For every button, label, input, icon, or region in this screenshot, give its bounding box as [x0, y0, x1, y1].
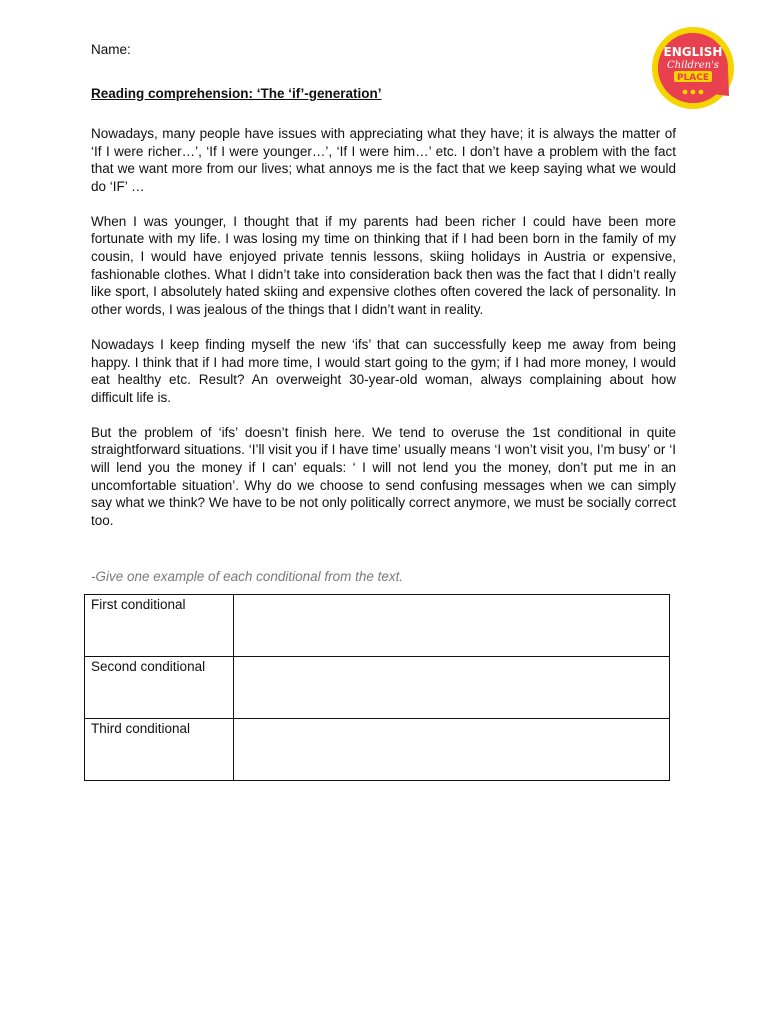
article-paragraph-4: But the problem of ‘ifs’ doesn’t finish here. We tend to overuse the 1st conditional in quite straightforward situations. ‘I’ll visit you if I have time’ usually means ‘I won’t visit you, I’m busy’ or ‘I will lend you the money if I can’ equals: ‘ I will not lend you the money, don’t put me in an uncomfortable situation’. Why do we choose to send confusing messages when we can simply say what we think? We have to be not only politically correct anymore, we must be socially correct too.	[91, 424, 677, 528]
table-row	[85, 657, 670, 719]
page-title: Reading comprehension: ‘The ‘if’-generation’	[91, 86, 382, 101]
exercise-instruction: -Give one example of each conditional from the text.	[91, 569, 404, 584]
logo-line-childrens: Children's	[667, 60, 719, 71]
name-label: Name:	[91, 42, 131, 57]
first-conditional-answer-cell[interactable]	[234, 595, 670, 657]
article-paragraph-2: When I was younger, I thought that if my parents had been richer I could have been more fortunate with my life. I was losing my time on thinking that if I had been born in the family of my cousin, I would have enjoyed private tennis lessons, skiing holidays in Austria or expensive, fashionable clothes. What I didn’t take into consideration back then was the fact that I didn’t really like sport, I absolutely hated skiing and expensive clothes often covered the lack of personality. In other words, I was jealous of the things that I didn’t want in reality.	[91, 213, 676, 317]
table-row	[85, 595, 670, 657]
logo-line-english: ENGLISH	[663, 45, 723, 59]
table-row	[85, 719, 670, 781]
third-conditional-label: Third conditional	[85, 719, 234, 781]
logo-dot-icon	[699, 90, 704, 95]
first-conditional-label: First conditional	[85, 595, 234, 657]
second-conditional-answer-cell[interactable]	[234, 657, 670, 719]
article-paragraph-3: Nowadays I keep finding myself the new ‘ifs’ that can successfully keep me away from being happy. I think that if I had more time, I would start going to the gym; if I had more money, I would eat healthy etc. Result? An overweight 30-year-old woman, always complaining about how difficult life is.	[91, 336, 676, 405]
second-conditional-label: Second conditional	[85, 657, 234, 719]
article-paragraph-1: Nowadays, many people have issues with appreciating what they have; it is always the matter of ‘If I were richer…’, ‘If I were younger…’, ‘If I were him…’ etc. I don’t have a problem with the fact that we want more from our lives; what annoys me is the fact that we keep saying what we would do ‘IF’ …	[91, 126, 676, 194]
logo-line-place: PLACE	[676, 73, 710, 83]
logo-dot-icon	[683, 90, 688, 95]
conditionals-table	[84, 594, 670, 781]
logo-dot-icon	[691, 90, 696, 95]
third-conditional-answer-cell[interactable]	[234, 719, 670, 781]
english-childrens-place-logo	[650, 26, 736, 112]
article-body	[91, 125, 676, 547]
